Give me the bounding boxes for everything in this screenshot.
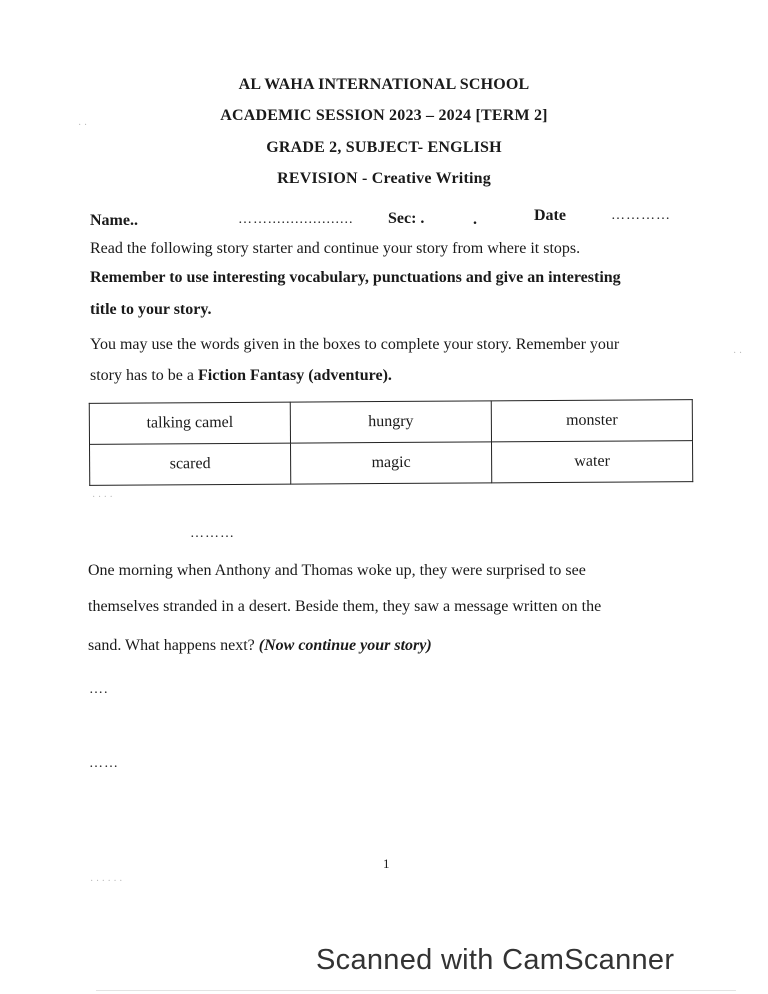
story-title-dots: ……… — [190, 526, 235, 541]
instruction-line-4: You may use the words given in the boxes to complete your story. Remember your — [90, 336, 620, 353]
section-dot: . — [473, 211, 477, 228]
continue-prompt: (Now continue your story) — [258, 637, 432, 654]
word-box-row — [89, 400, 692, 445]
academic-session: ACADEMIC SESSION 2023 – 2024 [TERM 2] — [220, 107, 548, 124]
section-label: Sec: . — [388, 210, 425, 227]
scan-speck: · · — [733, 348, 743, 359]
word-box-row — [90, 441, 693, 486]
word-cell: magic — [291, 442, 492, 484]
scan-speck: · · · · — [92, 492, 113, 503]
instruction-line-5-prefix: story has to be a — [90, 367, 198, 384]
camscanner-watermark: Scanned with CamScanner — [316, 944, 675, 976]
word-cell: scared — [90, 443, 291, 485]
revision-prefix: REVISION - — [277, 170, 372, 187]
story-genre: Fiction Fantasy (adventure). — [197, 367, 392, 384]
name-label: Name.. — [90, 212, 138, 229]
date-dots: ………… — [611, 208, 671, 223]
revision-title — [0, 170, 768, 188]
story-starter-line-3-prefix: sand. What happens next? — [88, 637, 259, 654]
instruction-line-2: Remember to use interesting vocabulary, punctuations and give an interesting — [90, 269, 621, 286]
story-starter-line-1: One morning when Anthony and Thomas woke up, they were surprised to see — [88, 562, 586, 579]
name-dots: ……................... — [238, 212, 354, 227]
school-name: AL WAHA INTERNATIONAL SCHOOL — [238, 76, 530, 93]
story-starter-line-3 — [88, 637, 432, 655]
answer-dots-1: …. — [89, 682, 109, 697]
instruction-line-3: title to your story. — [90, 301, 212, 318]
answer-dots-2: …… — [89, 756, 119, 771]
word-cell: hungry — [290, 401, 491, 443]
word-cell: monster — [491, 400, 692, 442]
word-cell: water — [491, 441, 692, 483]
instruction-line-1: Read the following story starter and continue your story from where it stops. — [90, 240, 581, 257]
word-cell: talking camel — [89, 402, 290, 444]
revision-topic: Creative Writing — [371, 170, 491, 187]
story-starter-line-2: themselves stranded in a desert. Beside them, they saw a message written on the — [88, 598, 602, 615]
instruction-line-5 — [90, 367, 392, 385]
page-number: 1 — [383, 856, 390, 871]
date-label: Date — [534, 207, 566, 224]
word-box-table — [89, 399, 693, 486]
scan-speck: · · · · · · — [90, 876, 123, 887]
scan-edge-line — [96, 990, 736, 991]
scan-speck: · · — [78, 120, 88, 131]
grade-subject: GRADE 2, SUBJECT- ENGLISH — [266, 139, 502, 156]
